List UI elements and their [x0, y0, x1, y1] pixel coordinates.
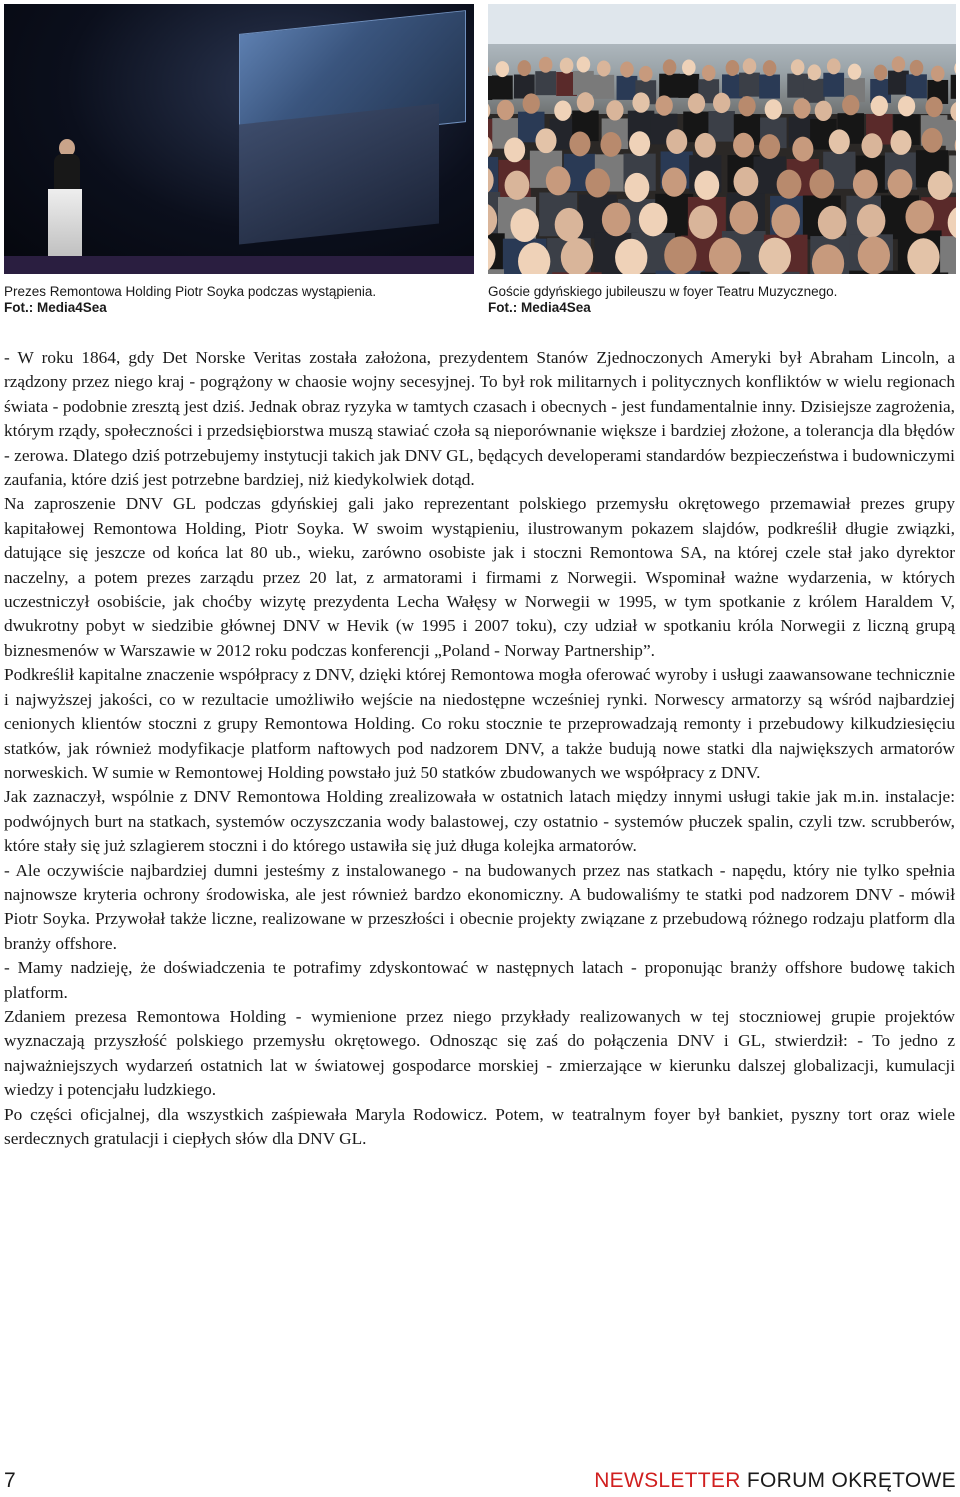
article-paragraph: Zdaniem prezesa Remontowa Holding - wymienione przez niego przykłady realizowanych w tej stoczniowej grupie projektów wyznaczają przyszłość polskiego przemysłu okrętowego. Odnosząc się zaś do połączenia DNV i GL, stwierdził: - To jedno z najważniejszych wydarzeń ostatnich lat w światowej gospodarce morskiej - zmierzające w kierunku dalszej globalizacji, kumulacji wiedzy i potencjału ludzkiego. — [4, 1006, 955, 1100]
article-paragraph: - W roku 1864, gdy Det Norske Veritas została założona, prezydentem Stanów Zjednoczonych Ameryki był Abraham Lincoln, a rządzony przez niego kraj - pogrążony w chaosie wojny secesyjnej. To był rok militarnych i politycznych konfliktów w wielu regionach świata - podobnie zresztą jest dziś. Jednak obraz ryzyka w tamtych czasach i obecnych - jest fundamentalnie inny. Dzisiejsze zagrożenia, którym rządy, społeczności i przedsiębiorstwa muszą stawiać czoła są nieporównanie większe i bardziej złożone, a tolerancja dla błędów - zerowa. Dlatego dziś potrzebujemy instytucji takich jak DNV GL, będących developerami standardów bezpieczeństwa i budowniczymi zaufania, które dziś jest potrzebne bardziej, niż kiedykolwiek dotąd. — [4, 348, 955, 490]
article-paragraph: Podkreślił kapitalne znaczenie współpracy z DNV, dzięki której Remontowa mogła oferować wyroby i usługi zaawansowane technicznie i najwyższej jakości, co w rezultacie umożliwiło wejście na niedostępne wcześniej rynki. Norwescy armatorzy są wśród najbardziej cenionych klientów stoczni z grupy Remontowa Holding. Co roku stocznie te przeprowadzają remonty i przebudowy kilkudziesięciu statków, jak również modyfikacje platform naftowych pod nadzorem DNV, a także budują nowe statki dla największych armatorów norweskich. W sumie w Remontowej Holding powstało już 50 statków zbudowanych we współpracy z DNV. — [4, 665, 955, 782]
article-paragraph: - Mamy nadzieję, że doświadczenia te potrafimy zdyskontować w następnych latach - proponując branży offshore budowę takich platform. — [4, 958, 955, 1002]
speaker-figure — [54, 154, 80, 194]
stage-floor — [4, 256, 474, 274]
newsletter-title-highlight: NEWSLETTER — [594, 1469, 741, 1492]
page-number: 7 — [4, 1469, 16, 1492]
presentation-screen-lower — [239, 103, 439, 244]
caption-right-text: Goście gdyńskiego jubileuszu w foyer Teatru Muzycznego. — [488, 284, 838, 299]
article-body — [4, 346, 955, 1151]
article-paragraph: Po części oficjalnej, dla wszystkich zaśpiewała Maryla Rodowicz. Potem, w teatralnym foyer był bankiet, pyszny tort oraz wiele serdecznych gratulacji i ciepłych słów dla DNV GL. — [4, 1104, 955, 1148]
crowd-illustration — [488, 4, 956, 274]
caption-right-credit: Fot.: Media4Sea — [488, 300, 591, 315]
article-paragraph: Jak zaznaczył, wspólnie z DNV Remontowa Holding zrealizowała w ostatnich latach między innymi usługi takie jak m.in. instalacje: podwójnych burt na statkach, systemów oczyszczania wody balastowej, czy ostatnio - systemów płuczek spalin, czyli tzw. scrubberów, które stały się już szlagierem stoczni i do którego ustawiła się już długa kolejka armatorów. — [4, 787, 955, 856]
foyer-crowd-photo — [488, 4, 956, 274]
newsletter-title — [594, 1469, 956, 1493]
article-paragraph: Na zaproszenie DNV GL podczas gdyńskiej gali jako reprezentant polskiego przemysłu okrętowego przemawiał prezes grupy kapitałowej Remontowa Holding, Piotr Soyka. W swoim wystąpieniu, ilustrowanym pokazem slajdów, podkreślił długie związki, datujące się jeszcze od końca lat 80 ub., wieku, zarówno osobiste jak i stoczni Remontowa SA, na której czele stał jako dyrektor naczelny, a potem prezes zarządu przez 20 lat, z armatorami i firmami z Norwegii. Wspominał ważne wydarzenia, w których uczestniczył osobiście, jak choćby wizytę prezydenta Lecha Wałęsy w Norwegii w 1995, w tym spotkanie z królem Haraldem V, dwukrotny pobyt w siedzibie głównej DNV w Hevik (w 1995 i 2007 toku), czy udział w spotkaniu króla Norwegii z liczną grupą biznesmenów w Warszawie w 2012 roku podczas konferencji „Poland - Norway Partnership”. — [4, 494, 955, 660]
article-paragraph: - Ale oczywiście najbardziej dumni jesteśmy z instalowanego - na budowanych przez nas statkach - napędu, który nie tylko spełnia najnowsze kryteria ochrony środowiska, ale jest również bardzo ekonomiczny. A budowaliśmy te statki pod nadzorem DNV - mówił Piotr Soyka. Przywołał także liczne, realizowane w przeszłości i obecnie projekty związane z przebudową różnego rodzaju platform dla branży offshore. — [4, 860, 955, 953]
caption-left-credit: Fot.: Media4Sea — [4, 300, 107, 315]
caption-left-text: Prezes Remontowa Holding Piotr Soyka podczas wystąpienia. — [4, 284, 377, 299]
caption-left — [4, 284, 474, 316]
speech-photo — [4, 4, 474, 274]
newsletter-title-rest: FORUM OKRĘTOWE — [746, 1469, 956, 1492]
caption-right — [488, 284, 956, 316]
